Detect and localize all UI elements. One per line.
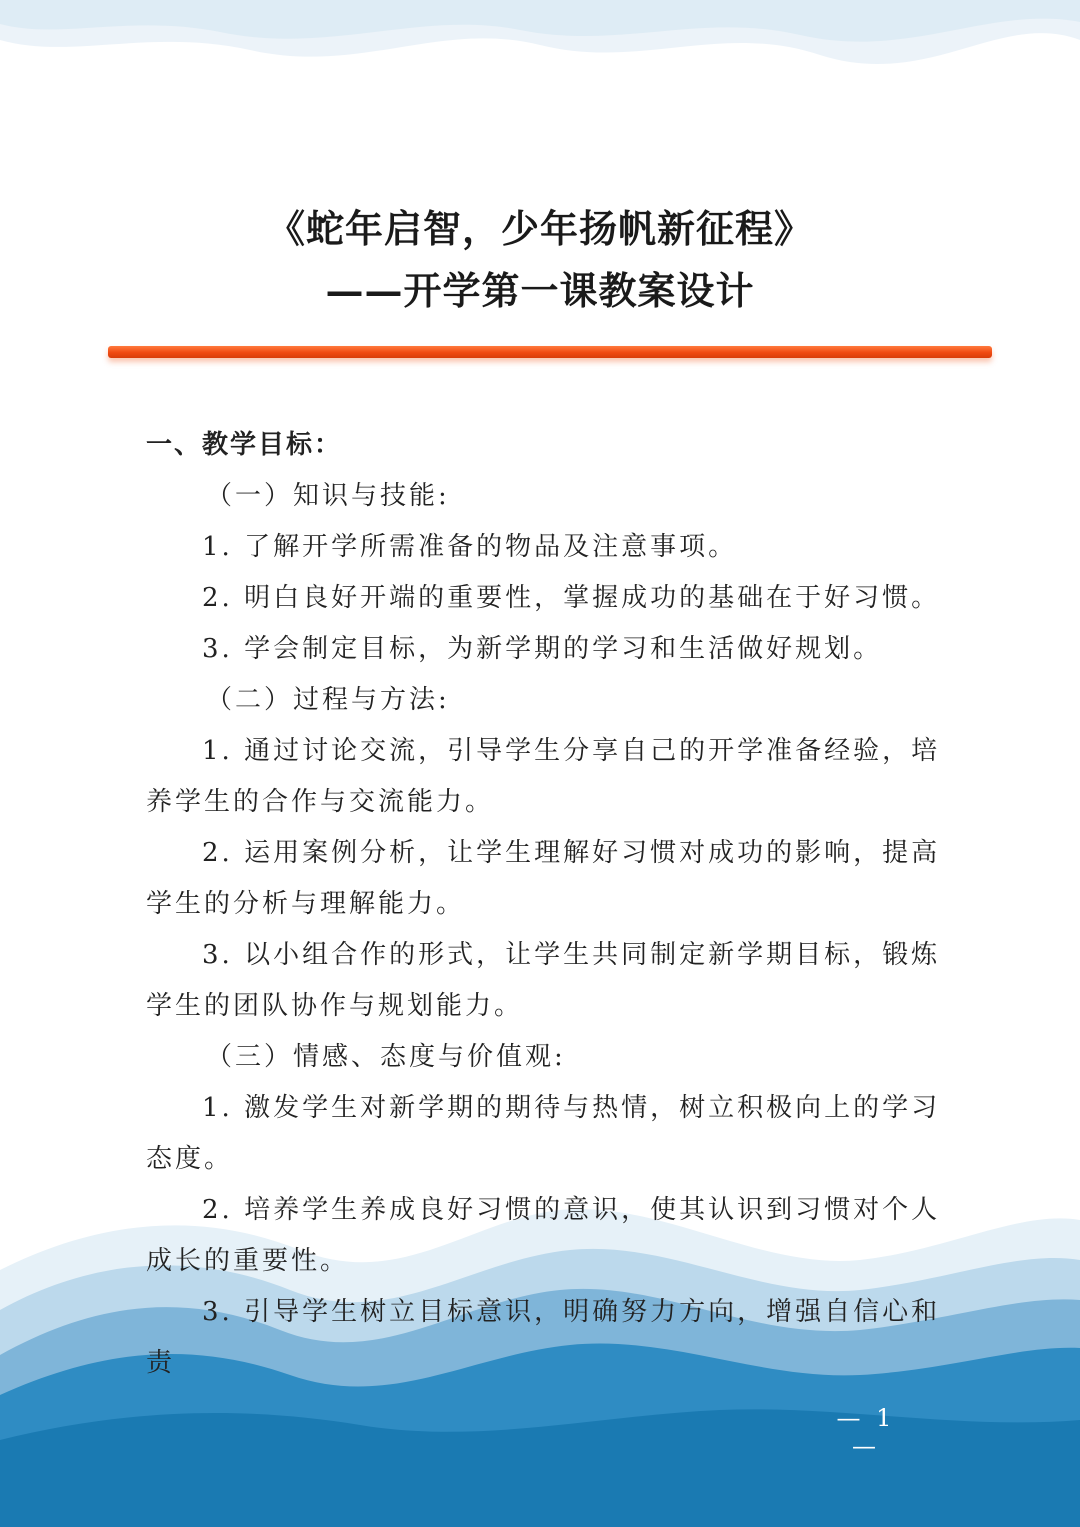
list-item: 3. 学会制定目标，为新学期的学习和生活做好规划。 — [202, 634, 883, 664]
document-body — [146, 420, 946, 1389]
list-item: 1. 了解开学所需准备的物品及注意事项。 — [202, 532, 738, 562]
document-subtitle: ——开学第一课教案设计 — [325, 268, 755, 313]
list-item: 2. 运用案例分析，让学生理解好习惯对成功的影响，提高学生的分析与理解能力。 — [146, 838, 941, 919]
section-heading: 一、教学目标： — [146, 430, 343, 460]
list-item: 1. 激发学生对新学期的期待与热情，树立积极向上的学习态度。 — [146, 1093, 941, 1174]
list-item: 1. 通过讨论交流，引导学生分享自己的开学准备经验，培养学生的合作与交流能力。 — [146, 736, 941, 817]
subsection-title: （三）情感、态度与价值观: — [206, 1042, 566, 1072]
list-item: 3. 引导学生树立目标意识，明确努力方向，增强自信心和责 — [146, 1297, 941, 1378]
subsection-title: （一）知识与技能: — [206, 481, 450, 511]
list-item: 2. 明白良好开端的重要性，掌握成功的基础在于好习惯。 — [202, 583, 941, 613]
top-wave-decoration — [0, 0, 1080, 140]
list-item: 2. 培养学生养成良好习惯的意识，使其认识到习惯对个人成长的重要性。 — [146, 1195, 941, 1276]
title-divider — [108, 346, 992, 358]
page-number: — 1 — — [836, 1404, 896, 1460]
document-title: 《蛇年启智，少年扬帆新征程》 — [266, 206, 813, 251]
subsection-title: （二）过程与方法: — [206, 685, 450, 715]
list-item: 3. 以小组合作的形式，让学生共同制定新学期目标，锻炼学生的团队协作与规划能力。 — [146, 940, 941, 1021]
